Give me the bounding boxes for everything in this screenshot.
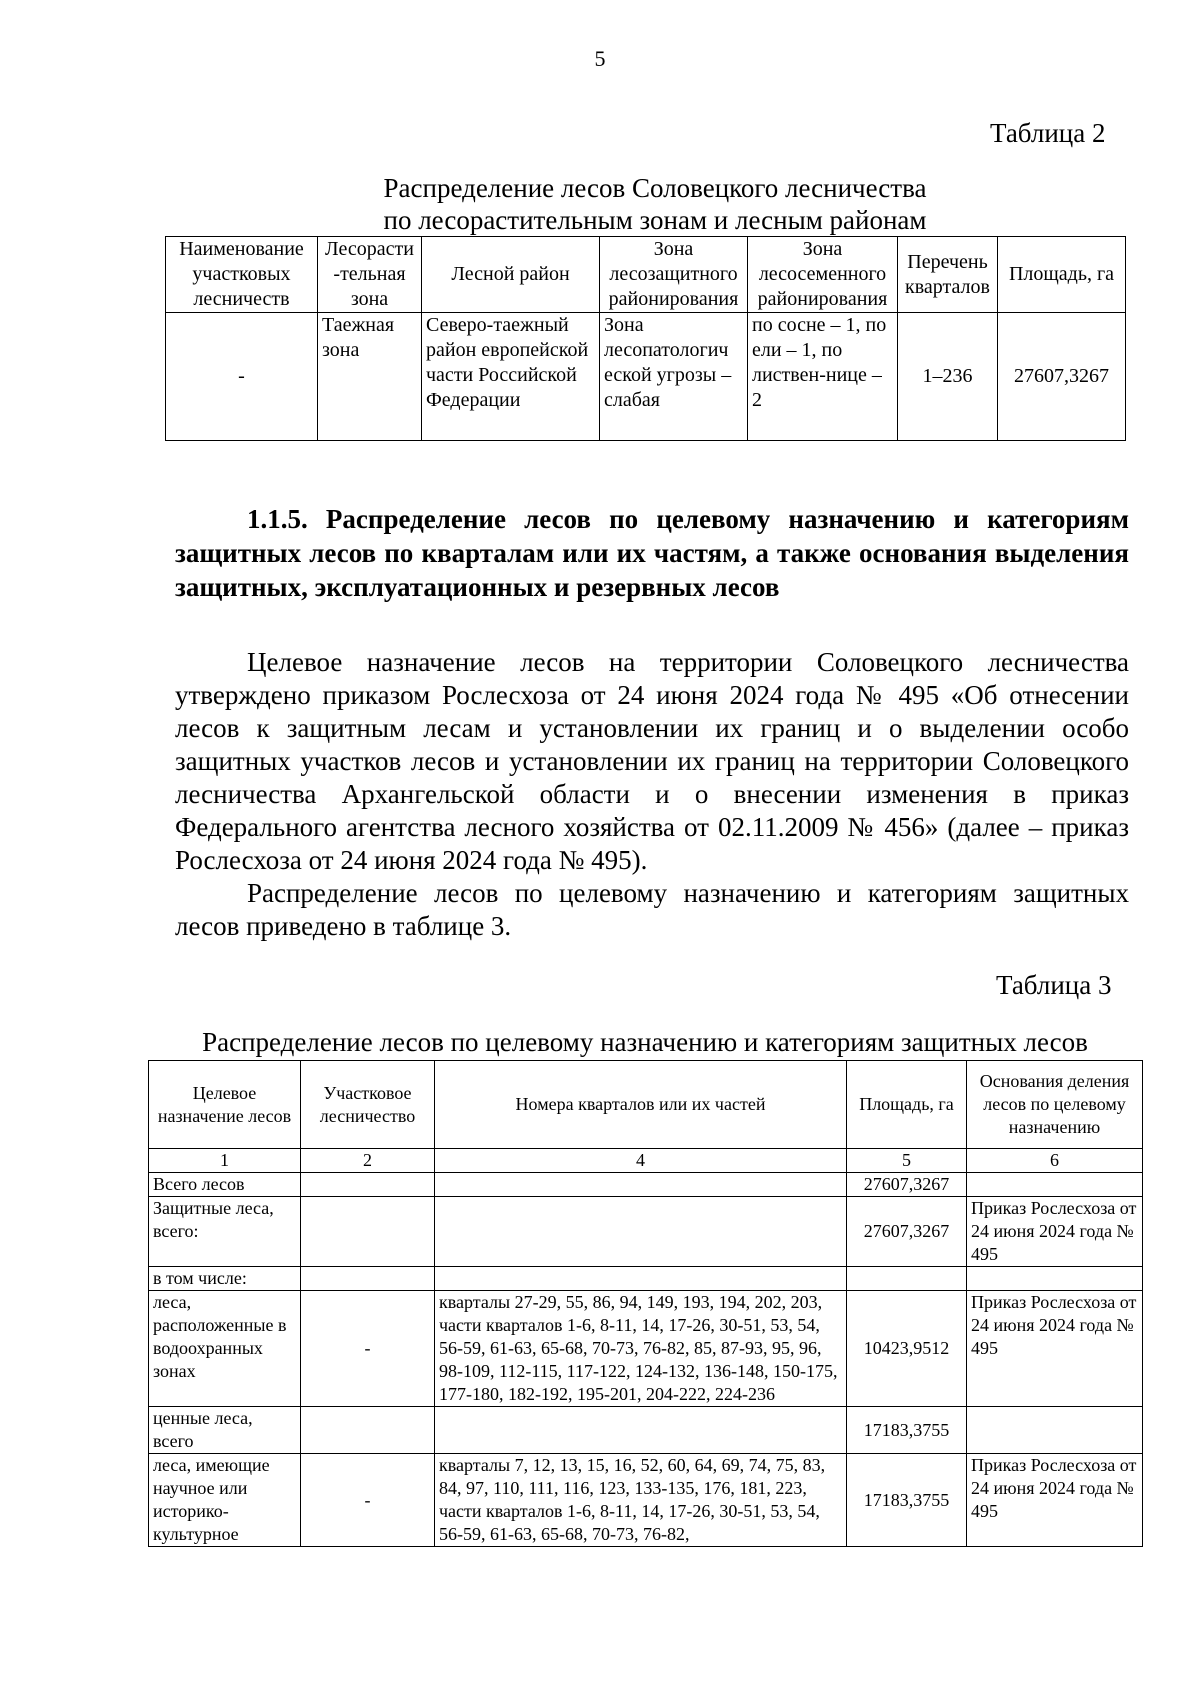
table3-cell: Приказ Рослесхоза от 24 июня 2024 года № 495 xyxy=(967,1197,1143,1267)
table2-title-line2: по лесорастительным зонам и лесным районам xyxy=(383,205,927,235)
table3-col-number: 2 xyxy=(301,1149,435,1173)
table3-label: Таблица 3 xyxy=(996,970,1112,1000)
table3-col-number: 4 xyxy=(435,1149,847,1173)
table3-cell xyxy=(301,1173,435,1197)
section-heading-text: 1.1.5. Распределение лесов по целевому назначению и категориям защитных лесов по кварталам или их частям, а также основания выделения защитных, эксплуатационных и резервных лесов xyxy=(175,504,1129,602)
table3 xyxy=(148,1060,1143,1547)
table3-cell: Всего лесов xyxy=(149,1173,301,1197)
table2-title-line1: Распределение лесов Соловецкого лесничества xyxy=(383,173,927,203)
table3-cell xyxy=(435,1267,847,1291)
table2 xyxy=(165,236,1126,441)
table3-cell: в том числе: xyxy=(149,1267,301,1291)
body-text xyxy=(175,646,1129,943)
table3-cell: леса, расположенные в водоохранных зонах xyxy=(149,1291,301,1407)
table3-cell xyxy=(301,1407,435,1454)
table3-row xyxy=(149,1291,1143,1407)
table2-header-row xyxy=(166,237,1126,313)
table3-cell xyxy=(435,1197,847,1267)
table3-cell xyxy=(435,1407,847,1454)
table3-cell xyxy=(847,1267,967,1291)
table3-row xyxy=(149,1454,1143,1547)
table3-header-cell: Основания деления лесов по целевому назначению xyxy=(967,1061,1143,1149)
table3-header-cell: Номера кварталов или их частей xyxy=(435,1061,847,1149)
table2-cell: - xyxy=(166,313,318,441)
table3-header-cell: Участковое лесничество xyxy=(301,1061,435,1149)
section-heading xyxy=(175,502,1129,604)
table2-header-cell: Зона лесосеменного районирования xyxy=(748,237,898,313)
table2-header-cell: Наименование участковых лесничеств xyxy=(166,237,318,313)
table3-cell xyxy=(435,1173,847,1197)
table2-cell: 1–236 xyxy=(898,313,998,441)
table3-title: Распределение лесов по целевому назначению и категориям защитных лесов xyxy=(202,1027,1088,1057)
table3-header-cell: Площадь, га xyxy=(847,1061,967,1149)
table3-cell: 10423,9512 xyxy=(847,1291,967,1407)
table2-cell: по сосне – 1, по ели – 1, по листвен-нице – 2 xyxy=(748,313,898,441)
table3-col-number: 5 xyxy=(847,1149,967,1173)
table3-col-number: 6 xyxy=(967,1149,1143,1173)
table3-cell: ценные леса, всего xyxy=(149,1407,301,1454)
table2-header-cell: Перечень кварталов xyxy=(898,237,998,313)
table3-row xyxy=(149,1173,1143,1197)
table3-cell xyxy=(967,1407,1143,1454)
table2-label: Таблица 2 xyxy=(990,118,1106,148)
page-number: 5 xyxy=(594,46,606,71)
table3-cell: - xyxy=(301,1291,435,1407)
table2-row xyxy=(166,313,1126,441)
table2-title xyxy=(160,172,1150,236)
table3-cell: Приказ Рослесхоза от 24 июня 2024 года № 495 xyxy=(967,1454,1143,1547)
table3-cell: 17183,3755 xyxy=(847,1407,967,1454)
table2-cell: Северо-таежный район европейской части Российской Федерации xyxy=(422,313,600,441)
table3-cell xyxy=(301,1267,435,1291)
table2-header-cell: Зона лесозащитного районирования xyxy=(600,237,748,313)
paragraph-1: Целевое назначение лесов на территории Соловецкого лесничества утверждено приказом Рослесхоза от 24 июня 2024 года № 495 «Об отнесении лесов к защитным лесам и установлении их границ и о выделении особо защитных участков лесов и установлении их границ на территории Соловецкого лесничества Архангельской области и о внесении изменения в приказ Федерального агентства лесного хозяйства от 02.11.2009 № 456» (далее – приказ Рослесхоза от 24 июня 2024 года № 495). xyxy=(175,647,1129,875)
table3-cell: кварталы 27-29, 55, 86, 94, 149, 193, 194, 202, 203, части кварталов 1-6, 8-11, 14, 17-26, 30-51, 53, 54, 56-59, 61-63, 65-68, 70-73, 76-82, 85, 87-93, 95, 96, 98-109, 112-115, 117-122, 124-132, 136-148, 150-175, 177-180, 182-192, 195-201, 204-222, 224-236 xyxy=(435,1291,847,1407)
table2-header-cell: Лесорасти -тельная зона xyxy=(318,237,422,313)
table3-cell xyxy=(967,1173,1143,1197)
table3-header-row xyxy=(149,1061,1143,1149)
table3-cell: Защитные леса, всего: xyxy=(149,1197,301,1267)
table3-cell: 17183,3755 xyxy=(847,1454,967,1547)
table3-col-number: 1 xyxy=(149,1149,301,1173)
table2-header-cell: Площадь, га xyxy=(998,237,1126,313)
table3-cell: 27607,3267 xyxy=(847,1197,967,1267)
table3-cell: 27607,3267 xyxy=(847,1173,967,1197)
table3-row xyxy=(149,1197,1143,1267)
paragraph-2: Распределение лесов по целевому назначению и категориям защитных лесов приведено в таблице 3. xyxy=(175,878,1129,941)
table3-header-cell: Целевое назначение лесов xyxy=(149,1061,301,1149)
table2-cell: Таежная зона xyxy=(318,313,422,441)
table3-cell xyxy=(967,1267,1143,1291)
table2-cell: Зона лесопатологич еской угрозы – слабая xyxy=(600,313,748,441)
table3-row xyxy=(149,1267,1143,1291)
table3-cell: леса, имеющие научное или историко-культурное xyxy=(149,1454,301,1547)
table3-cell: Приказ Рослесхоза от 24 июня 2024 года № 495 xyxy=(967,1291,1143,1407)
table3-row xyxy=(149,1407,1143,1454)
table3-cell: кварталы 7, 12, 13, 15, 16, 52, 60, 64, 69, 74, 75, 83, 84, 97, 110, 111, 116, 123, 133-135, 176, 181, 223, части кварталов 1-6, 8-11, 14, 17-26, 30-51, 53, 54, 56-59, 61-63, 65-68, 70-73, 76-82, xyxy=(435,1454,847,1547)
table2-header-cell: Лесной район xyxy=(422,237,600,313)
table3-cell xyxy=(301,1197,435,1267)
table2-cell: 27607,3267 xyxy=(998,313,1126,441)
table3-cell: - xyxy=(301,1454,435,1547)
table3-number-row xyxy=(149,1149,1143,1173)
